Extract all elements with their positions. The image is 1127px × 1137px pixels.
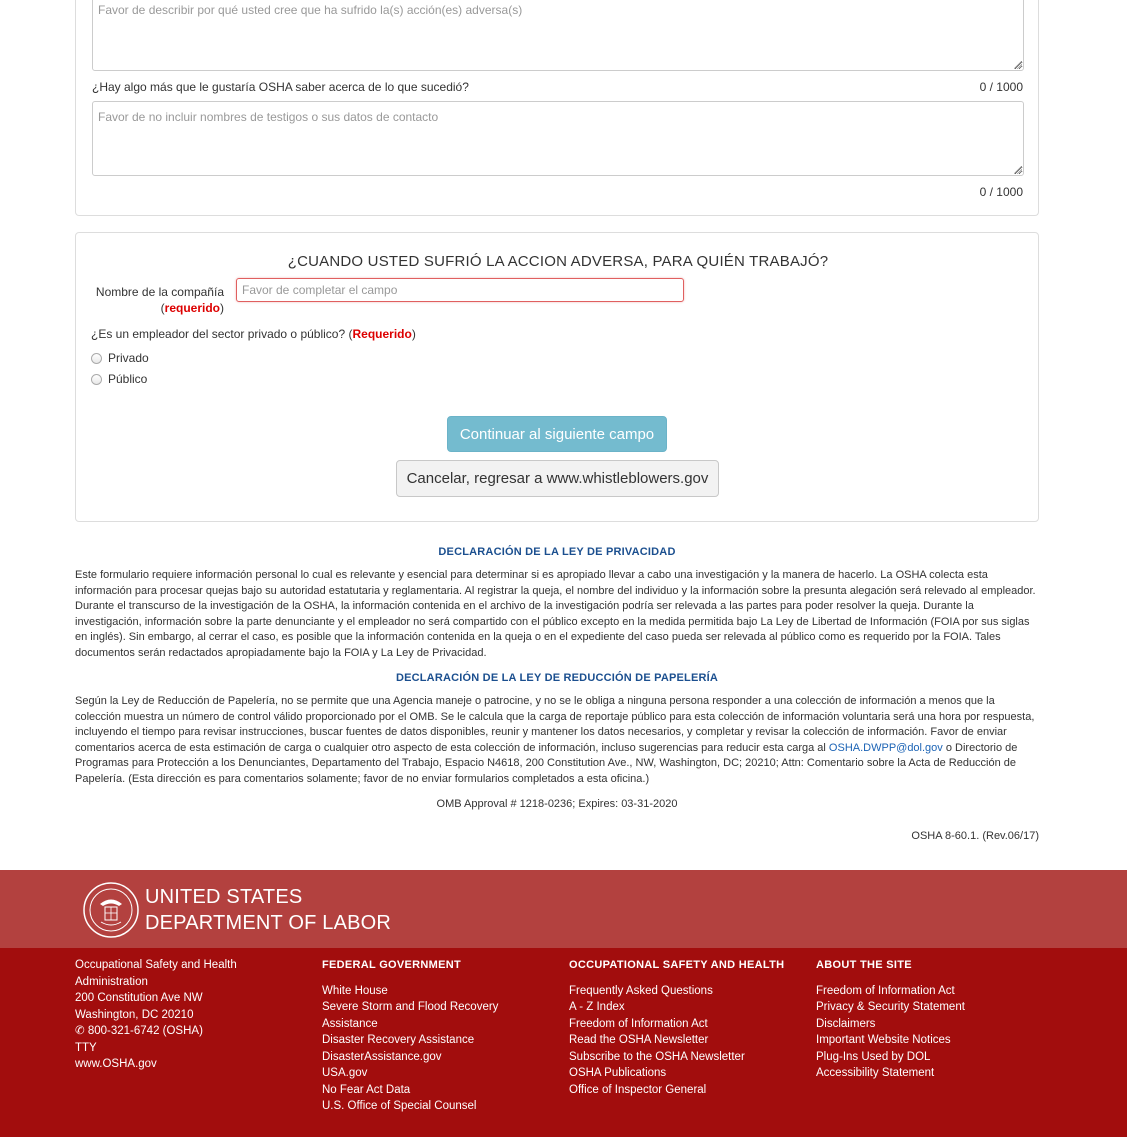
sector-question <box>91 327 416 341</box>
footer-link-disclaimers[interactable]: Disclaimers <box>816 1017 876 1030</box>
dol-seal-icon[interactable] <box>83 882 139 938</box>
dwpp-email-link[interactable]: OSHA.DWPP@dol.gov <box>828 741 943 754</box>
form-id: OSHA 8-60.1. (Rev.06/17) <box>911 830 1039 842</box>
footer-link-white-house[interactable]: White House <box>322 984 388 997</box>
company-label-text: Nombre de la compañía <box>95 285 224 299</box>
company-label <box>76 284 224 316</box>
footer-osh <box>569 957 799 1098</box>
cancel-button[interactable]: Cancelar, regresar a www.whistleblowers.gov <box>396 460 719 497</box>
footer-link-about-foia[interactable]: Freedom of Information Act <box>816 984 955 997</box>
privacy-text: Este formulario requiere información personal lo cual es relevante y esencial para determinar si es apropiado llevar a cabo una investigación y la manera de hacerlo. La OSHA colecta esta información para procesar quejas bajo su autoridad estatutaria y reglamentaria. Al registrar la queja, el nombre del individuo y la información sobre la presunta alegación será relevado al empleador. Durante el transcurso de la investigación de la OSHA, la información contenida en el archivo de la investigación podría ser relevada a las partes para poder resolver la queja. Durante la investigación, información sobre la parte denunciante y el empleador no será compartido con el público excepto en la medida permitida bajo La Ley de Libertad de Información (FOIA por sus siglas en inglés). Sin embargo, al cerrar el caso, es posible que la información contenida en la queja o en el expediente del caso pueda ser relevada al público como es requerido por la FOIA. Tales documentos serán redactados apropiadamente bajo la FOIA y La Ley de Privacidad. <box>75 569 1036 659</box>
footer-link-no-fear[interactable]: No Fear Act Data <box>322 1083 411 1096</box>
company-required-text: requerido <box>164 301 220 315</box>
radio-publico[interactable] <box>91 372 147 386</box>
footer-link-az-index[interactable]: A - Z Index <box>569 1001 625 1013</box>
footer-federal-heading: FEDERAL GOVERNMENT <box>322 959 462 971</box>
footer-link-faq[interactable]: Frequently Asked Questions <box>569 984 713 997</box>
company-required-close: ) <box>220 301 224 315</box>
narrative-panel <box>75 0 1039 216</box>
footer-federal <box>322 957 522 1115</box>
footer-phone-number[interactable]: 800-321-6742 (OSHA) <box>87 1025 203 1037</box>
continue-button[interactable]: Continuar al siguiente campo <box>447 416 667 452</box>
footer-phone[interactable] <box>75 1023 275 1040</box>
additional-info-wrapper <box>92 101 1024 176</box>
footer-website[interactable]: www.OSHA.gov <box>75 1058 157 1070</box>
footer-contact <box>75 957 275 1073</box>
footer-about-heading: ABOUT THE SITE <box>816 959 912 971</box>
footer-link-foia[interactable]: Freedom of Information Act <box>569 1017 708 1030</box>
employer-panel <box>75 232 1039 522</box>
radio-privado-circle[interactable] <box>91 353 102 364</box>
paperwork-title: DECLARACIÓN DE LA LEY DE REDUCCIÓN DE PAPELERÍA <box>395 672 719 684</box>
radio-publico-label[interactable]: Público <box>108 372 148 386</box>
dept-name[interactable] <box>145 884 391 936</box>
additional-info-counter-top: 0 / 1000 <box>979 80 1023 94</box>
footer-address2: Washington, DC 20210 <box>75 1008 194 1021</box>
company-name-input[interactable] <box>236 278 684 302</box>
employer-section-title: ¿CUANDO USTED SUFRIÓ LA ACCION ADVERSA, PARA QUIÉN TRABAJÓ? <box>287 253 829 270</box>
radio-publico-circle[interactable] <box>91 374 102 385</box>
paperwork-text <box>75 694 1039 788</box>
additional-info-label: ¿Hay algo más que le gustaría OSHA saber acerca de lo que sucedió? <box>92 80 469 94</box>
footer-link-inspector-general[interactable]: Office of Inspector General <box>569 1083 707 1096</box>
paperwork-text-after: o Directorio de Programas para Protección a los Denunciantes, Departamento del Trabajo, Espacio N4618, 200 Constitution Ave., NW, Washington, DC; 20210; Attn: Comentario sobre la Acta de Reducción de Papelería. (Esta dirección es para comentarios solamente; favor de no enviar formularios completados a esta oficina.) <box>75 741 1018 785</box>
phone-icon: ✆ <box>75 1025 85 1037</box>
footer-link-plugins[interactable]: Plug-Ins Used by DOL <box>816 1050 931 1063</box>
radio-privado[interactable] <box>91 351 149 365</box>
additional-info-textarea[interactable] <box>92 101 1024 176</box>
adverse-reason-wrapper <box>92 0 1024 71</box>
dept-name-line1[interactable]: UNITED STATES <box>145 886 303 908</box>
footer-link-read-newsletter[interactable]: Read the OSHA Newsletter <box>569 1034 709 1046</box>
footer-address1: 200 Constitution Ave NW <box>75 992 203 1004</box>
sector-required-text: Requerido <box>352 327 412 341</box>
footer-link-disaster-recovery[interactable]: Disaster Recovery Assistance <box>322 1034 475 1046</box>
footer-link-severe-storm[interactable]: Severe Storm and Flood Recovery Assistance <box>322 1001 499 1030</box>
footer-link-privacy[interactable]: Privacy & Security Statement <box>816 1001 965 1013</box>
footer-link-publications[interactable]: OSHA Publications <box>569 1067 667 1079</box>
footer-osh-heading: OCCUPATIONAL SAFETY AND HEALTH <box>569 959 785 971</box>
footer-link-usa-gov[interactable]: USA.gov <box>322 1067 368 1079</box>
omb-approval: OMB Approval # 1218-0236; Expires: 03-31-2020 <box>436 798 678 810</box>
radio-privado-label[interactable]: Privado <box>108 351 149 365</box>
footer-tty[interactable]: TTY <box>75 1041 97 1054</box>
additional-info-counter-bottom: 0 / 1000 <box>979 185 1023 199</box>
footer-link-subscribe-newsletter[interactable]: Subscribe to the OSHA Newsletter <box>569 1050 745 1063</box>
privacy-title: DECLARACIÓN DE LA LEY DE PRIVACIDAD <box>438 546 676 558</box>
adverse-reason-textarea[interactable] <box>92 0 1024 71</box>
sector-question-text: ¿Es un empleador del sector privado o público? ( <box>91 327 353 341</box>
footer-link-disasterassistance[interactable]: DisasterAssistance.gov <box>322 1050 442 1063</box>
footer-link-accessibility[interactable]: Accessibility Statement <box>816 1067 935 1079</box>
footer-link-special-counsel[interactable]: U.S. Office of Special Counsel <box>322 1100 477 1112</box>
footer-about <box>816 957 1036 1082</box>
dept-name-line2[interactable]: DEPARTMENT OF LABOR <box>145 912 392 934</box>
footer-link-notices[interactable]: Important Website Notices <box>816 1034 951 1046</box>
company-required-open: ( <box>160 301 165 315</box>
sector-question-close: ) <box>411 327 416 341</box>
footer-agency: Occupational Safety and Health Administration <box>75 959 237 988</box>
paperwork-text-before: Según la Ley de Reducción de Papelería, no se permite que una Agencia maneje o patrocine, y no se le obliga a ninguna persona responder a una colección de información a menos que la colección muestra un número de control válido proporcionado por el OMB. Se le calcula que la carga de reportaje público para esta colección de información voluntaria será una hora por respuesta, incluyendo el tiempo para revisar instrucciones, buscar fuentes de datos disponibles, reunir y mantener los datos necesarios, y completar y revisar la colección de información. Favor de enviar comentarios acerca de esta estimación de carga o cualquier otro aspecto de esta colección de información, incluso sugerencias para reducir esta carga al <box>75 695 1035 754</box>
